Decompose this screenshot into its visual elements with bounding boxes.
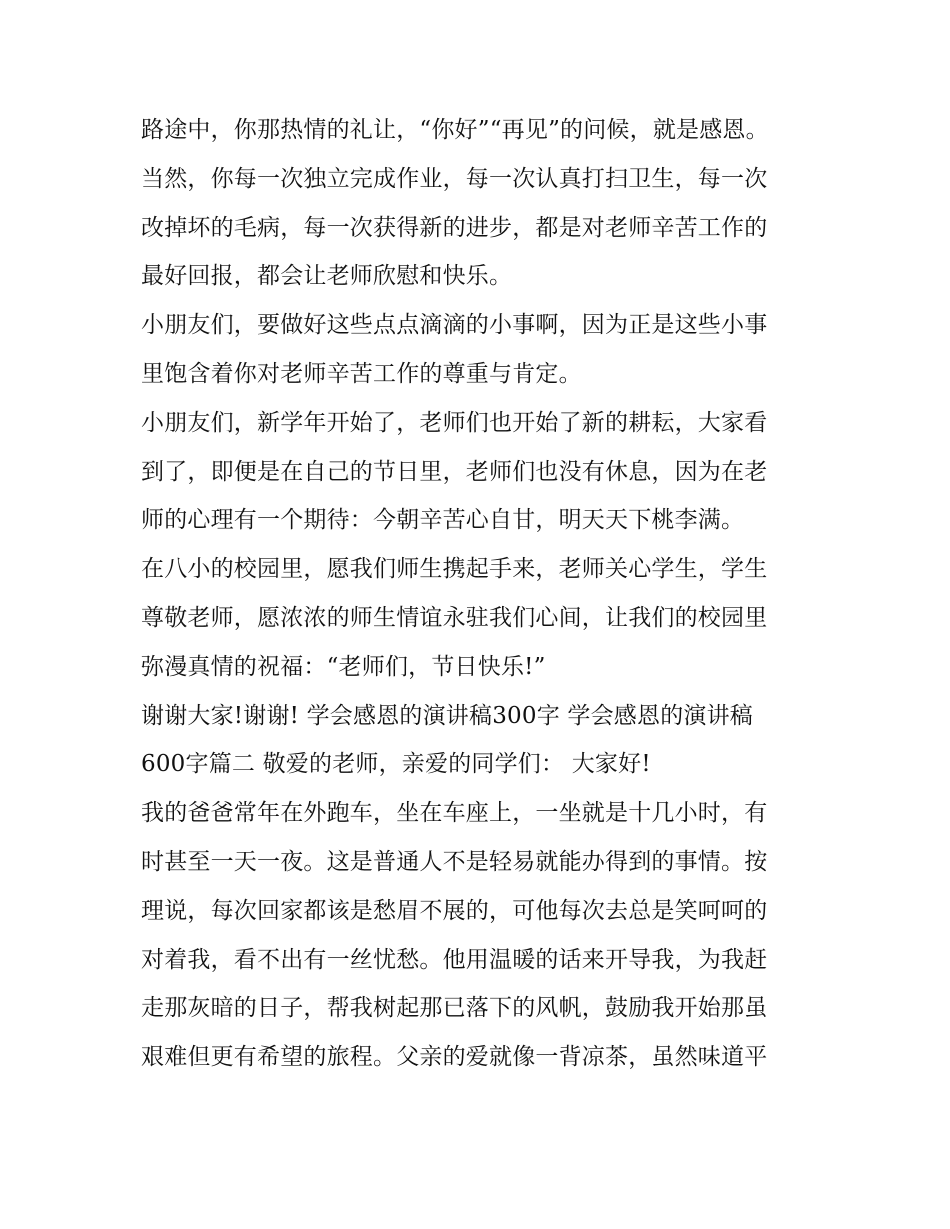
text-line: 师的心理有一个期待：今朝辛苦心自甘，明天天下桃李满。 bbox=[141, 507, 745, 534]
text-line: 走那灰暗的日子，帮我树起那已落下的风帆，鼓励我开始那虽 bbox=[141, 995, 768, 1022]
text-line: 弥漫真情的祝福：“老师们，节日快乐!” bbox=[141, 653, 546, 680]
text-line: 当然，你每一次独立完成作业，每一次认真打扫卫生，每一次 bbox=[141, 165, 768, 192]
text-line: 600字篇二 敬爱的老师，亲爱的同学们： 大家好! bbox=[141, 751, 651, 778]
text-line: 小朋友们，新学年开始了，老师们也开始了新的耕耘，大家看 bbox=[141, 409, 768, 436]
document-body bbox=[141, 106, 821, 1082]
text-line: 艰难但更有希望的旅程。父亲的爱就像一背凉茶，虽然味道平 bbox=[141, 1044, 768, 1071]
text-line: 时甚至一天一夜。这是普通人不是轻易就能办得到的事情。按 bbox=[141, 848, 768, 875]
text-line: 里饱含着你对老师辛苦工作的尊重与肯定。 bbox=[141, 360, 582, 387]
text-line: 对着我，看不出有一丝忧愁。他用温暖的话来开导我，为我赶 bbox=[141, 946, 768, 973]
text-line: 我的爸爸常年在外跑车，坐在车座上，一坐就是十几小时，有 bbox=[141, 800, 768, 827]
text-line: 理说，每次回家都该是愁眉不展的，可他每次去总是笑呵呵的 bbox=[141, 897, 768, 924]
text-line: 谢谢大家!谢谢! 学会感恩的演讲稿300字 学会感恩的演讲稿 bbox=[141, 702, 754, 729]
text-line: 小朋友们，要做好这些点点滴滴的小事啊，因为正是这些小事 bbox=[141, 312, 768, 339]
text-line: 在八小的校园里，愿我们师生携起手来，老师关心学生，学生 bbox=[141, 556, 768, 583]
text-line: 改掉坏的毛病，每一次获得新的进步，都是对老师辛苦工作的 bbox=[141, 214, 768, 241]
text-line: 最好回报，都会让老师欣慰和快乐。 bbox=[141, 263, 513, 290]
text-line: 尊敬老师，愿浓浓的师生情谊永驻我们心间，让我们的校园里 bbox=[141, 604, 768, 631]
text-line: 路途中，你那热情的礼让，“你好”“再见”的问候，就是感恩。 bbox=[141, 117, 769, 143]
text-line: 到了，即便是在自己的节日里，老师们也没有休息，因为在老 bbox=[141, 458, 768, 485]
